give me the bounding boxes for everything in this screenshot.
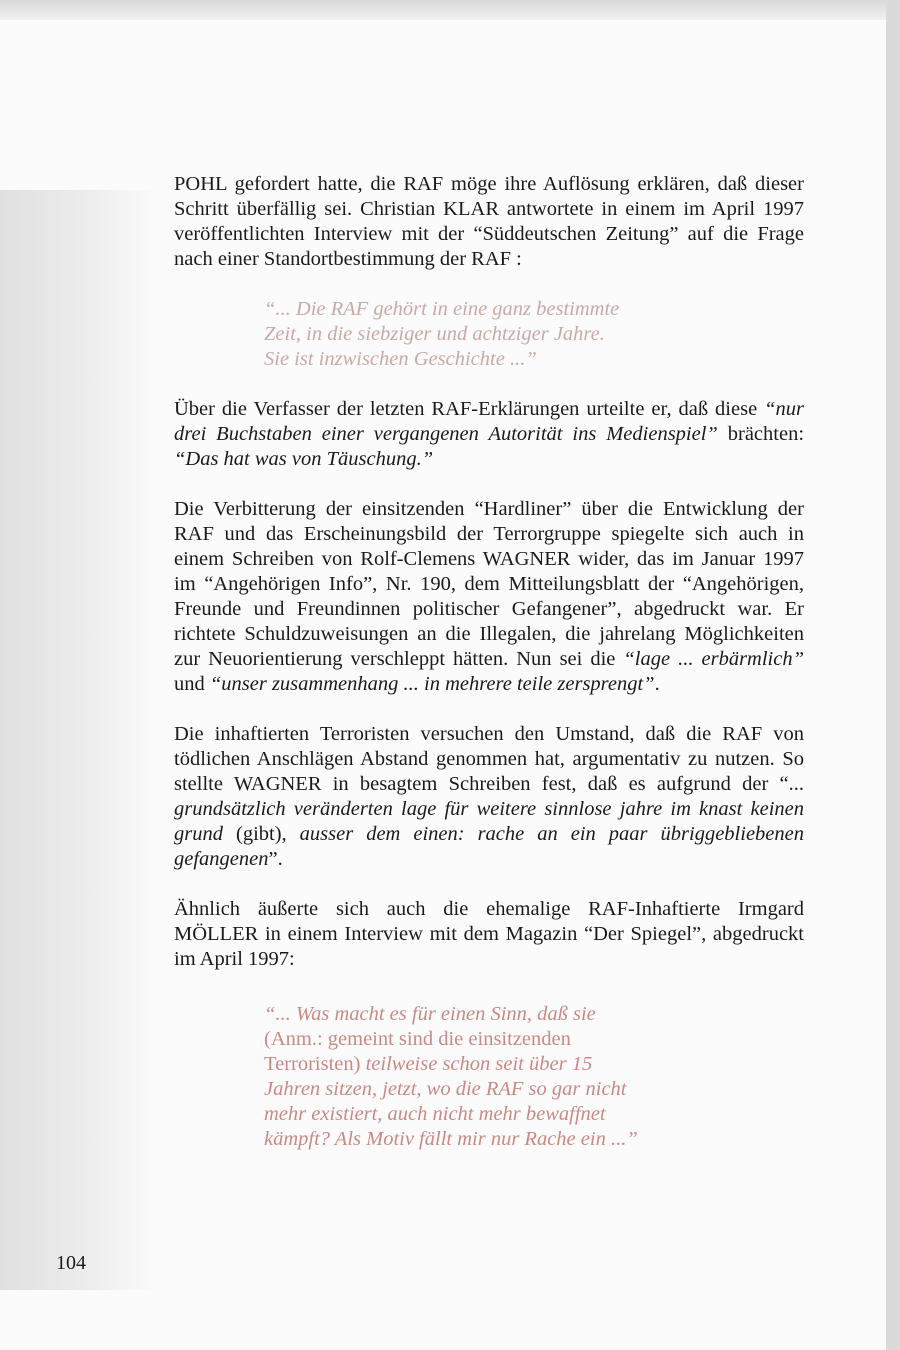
- paragraph-2-quote-a: “nur drei Buchstaben einer vergangenen Autorität ins Medienspiel”: [174, 398, 804, 445]
- paragraph-1: POHL gefordert hatte, die RAF möge ihre Auflösung erklären, daß dieser Schritt überfällig sei. Christian KLAR antwortete in einem im April 1997 veröffentlichten Interview mit der “Süddeutschen Zeitung” auf die Frage nach einer Standortbestimmung der RAF :: [174, 173, 804, 270]
- paragraph-4-quote-b: ausser dem einen: rache an ein paar übriggebliebenen gefangenen: [174, 823, 804, 870]
- paragraph-2-text-b: brächten:: [717, 423, 805, 445]
- paragraph-4: [174, 722, 804, 872]
- page-number: 104: [56, 1252, 86, 1274]
- scan-right-edge: [886, 0, 900, 1350]
- paragraph-2-quote-b: “Das hat was von Täuschung.”: [174, 448, 434, 470]
- paragraph-4-text-b: (gibt),: [222, 823, 300, 845]
- paragraph-3-text-c: .: [654, 673, 660, 695]
- quote-moeller-annotation: (Anm.: gemeint sind die einsitzenden Terroristen): [264, 1028, 571, 1075]
- paragraph-3-text-b: und: [174, 673, 210, 695]
- quote-klar: “... Die RAF gehört in eine ganz bestimmte Zeit, in die siebziger und achtziger Jahre. Sie ist inzwischen Geschichte ...”: [264, 298, 620, 370]
- quote-moeller-part-b: teilweise schon seit über 15 Jahren sitzen, jetzt, wo die RAF so gar nicht mehr existiert, auch nicht mehr bewaffnet kämpft? Als Motiv fällt mir nur Rache ein ...”: [264, 1053, 638, 1150]
- paragraph-3-quote-a: “lage ... erbärmlich”: [623, 648, 804, 670]
- page-text: [174, 172, 804, 1177]
- paragraph-3-quote-b: “unser zusammenhang ... in mehrere teile zersprengt”: [209, 673, 655, 695]
- paragraph-4-quote-a: grundsätzlich veränderten lage für weitere sinnlose jahre im knast keinen grund: [174, 798, 804, 845]
- paragraph-2: [174, 397, 804, 472]
- quote-moeller: [264, 1002, 644, 1152]
- paragraph-3: [174, 497, 804, 697]
- paragraph-4-text-c: ”.: [268, 848, 283, 870]
- paragraph-4-text-a: Die inhaftierten Terroristen versuchen den Umstand, daß die RAF von tödlichen Anschlägen Abstand genommen hat, argumentativ zu nutzen. So stellte WAGNER in besagtem Schreiben fest, daß es aufgrund der “...: [174, 723, 804, 795]
- paragraph-2-text-a: Über die Verfasser der letzten RAF-Erklärungen urteilte er, daß diese: [174, 398, 765, 420]
- paragraph-5: Ähnlich äußerte sich auch die ehemalige RAF-Inhaftierte Irmgard MÖLLER in einem Interview mit dem Magazin “Der Spiegel”, abgedruckt im April 1997:: [174, 898, 804, 970]
- scan-top-edge: [0, 0, 900, 22]
- paragraph-3-text-a: Die Verbitterung der einsitzenden “Hardliner” über die Entwicklung der RAF und das Erscheinungsbild der Terrorgruppe spiegelte sich auch in einem Schreiben von Rolf-Clemens WAGNER wider, das im Januar 1997 im “Angehörigen Info”, Nr. 190, dem Mitteilungsblatt der “Angehörigen, Freunde und Freundinnen politischer Gefangener”, abgedruckt war. Er richtete Schuldzuweisungen an die Illegalen, die jahrelang Möglichkeiten zur Neuorientierung verschleppt hätten. Nun sei die: [174, 498, 804, 670]
- quote-moeller-part-a: “... Was macht es für einen Sinn, daß sie: [264, 1003, 596, 1025]
- margin-shadow: [0, 190, 160, 1290]
